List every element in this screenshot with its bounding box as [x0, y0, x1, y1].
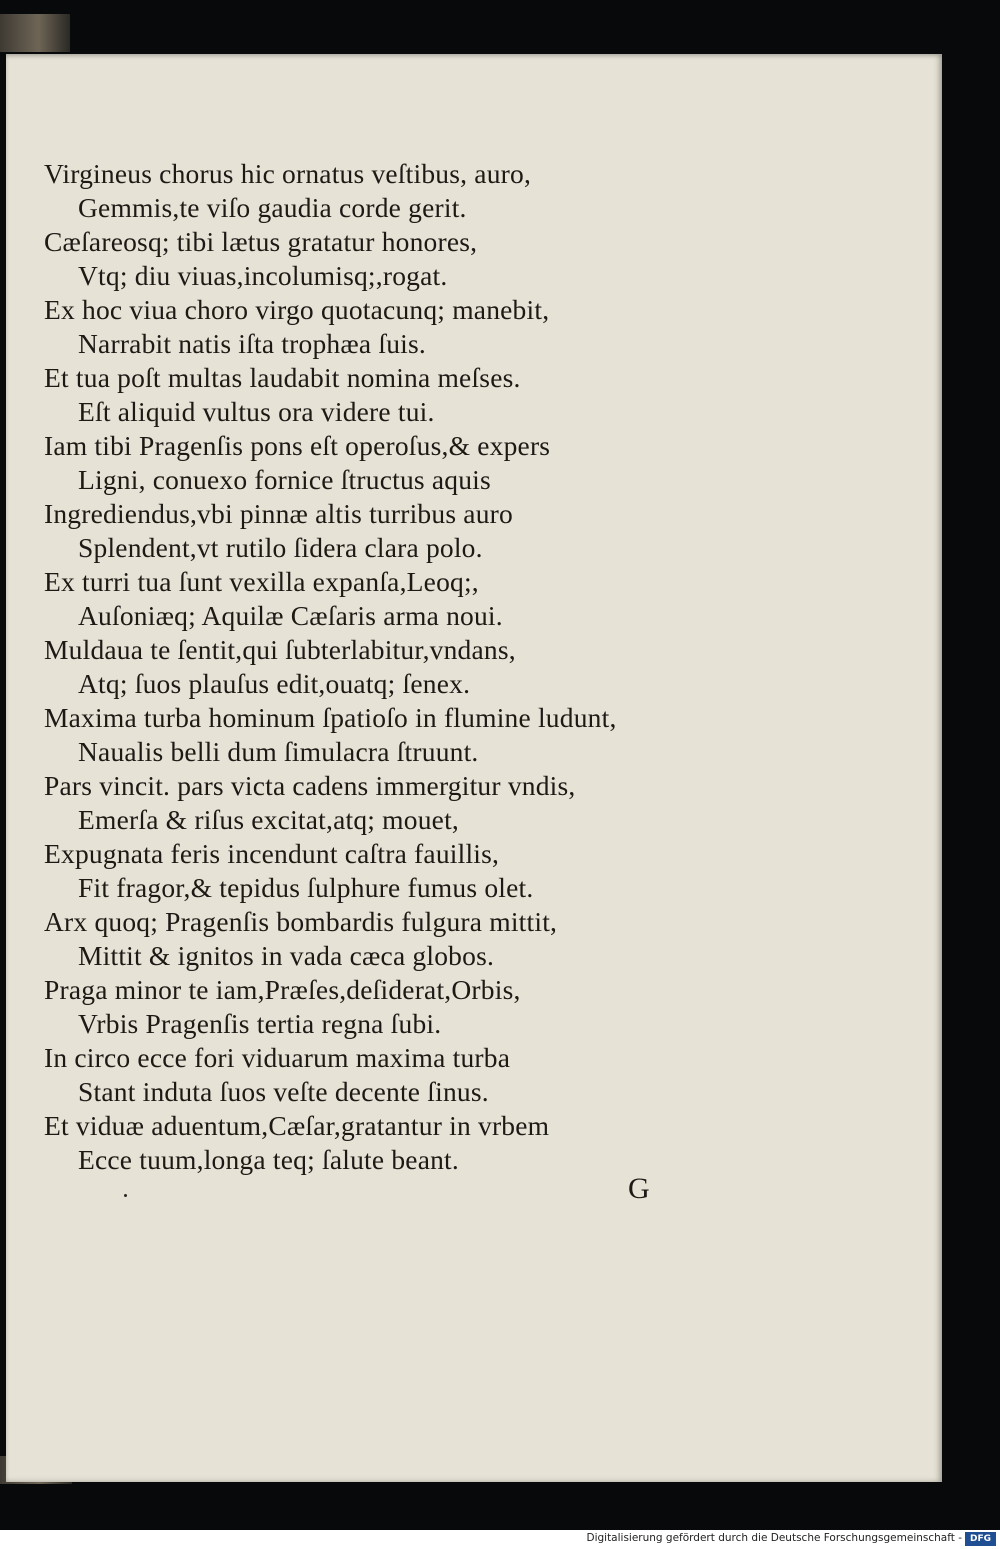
verse-line: Emerſa & riſus excitat,atq; mouet, [78, 804, 459, 835]
signature-mark: G [628, 1172, 650, 1205]
verse-line: Ingrediendus,vbi pinnæ altis turribus auro [44, 498, 513, 529]
verse-line: Ecce tuum,longa teq; ſalute beant. [78, 1144, 459, 1175]
verse-line: Cæſareosq; tibi lætus gratatur honores, [44, 226, 478, 257]
verse-line: Et viduæ aduentum,Cæſar,gratantur in vrbem [44, 1110, 550, 1141]
verse-line: Narrabit natis iſta trophæa ſuis. [78, 328, 426, 359]
verse-line: Vrbis Pragenſis tertia regna ſubi. [78, 1008, 442, 1039]
verse-line: Et tua poſt multas laudabit nomina meſses. [44, 362, 521, 393]
verse-line: Praga minor te iam,Præſes,deſiderat,Orbis, [44, 974, 521, 1005]
verse-line: Vtq; diu viuas,incolumisq;,rogat. [78, 260, 448, 291]
funding-credit: Digitalisierung gefördert durch die Deutsche Forschungsgemeinschaft - [586, 1532, 962, 1544]
book-page [6, 54, 942, 1482]
verse-line: Maxima turba hominum ſpatioſo in flumine ludunt, [44, 702, 617, 733]
verse-line: Atq; ſuos plauſus edit,ouatq; ſenex. [78, 668, 471, 699]
verse-line: Expugnata feris incendunt caſtra fauillis, [44, 838, 500, 869]
dfg-logo-icon: DFG [965, 1532, 996, 1546]
verse-line: Pars vincit. pars victa cadens immergitur vndis, [44, 770, 576, 801]
verse-line: Ex turri tua ſunt vexilla expanſa,Leoq;, [44, 566, 479, 597]
verse-line: Splendent,vt rutilo ſidera clara polo. [78, 532, 483, 563]
verse-line: In circo ecce fori viduarum maxima turba [44, 1042, 511, 1073]
verse-line: Ligni, conuexo fornice ſtructus aquis [78, 464, 491, 495]
book-binding-top [0, 14, 70, 52]
verse-line: Gemmis,te viſo gaudia corde gerit. [78, 192, 467, 223]
verse-line: Muldaua te ſentit,qui ſubterlabitur,vndans, [44, 634, 516, 665]
verse-line: Virgineus chorus hic ornatus veſtibus, auro, [44, 158, 532, 189]
verse-line: Naualis belli dum ſimulacra ſtruunt. [78, 736, 479, 767]
verse-line: Mittit & ignitos in vada cæca globos. [78, 940, 495, 971]
ink-speck [124, 1194, 127, 1197]
verse-line: Ex hoc viua choro virgo quotacunq; manebit, [44, 294, 550, 325]
verse-line: Auſoniæq; Aquilæ Cæſaris arma noui. [78, 600, 503, 631]
digitization-footer [0, 1530, 1000, 1549]
verse-line: Stant induta ſuos veſte decente ſinus. [78, 1076, 489, 1107]
verse-line: Arx quoq; Pragenſis bombardis fulgura mittit, [44, 906, 558, 937]
verse-line: Fit fragor,& tepidus ſulphure fumus olet. [78, 872, 534, 903]
verse-text [44, 157, 804, 1177]
verse-line: Eſt aliquid vultus ora videre tui. [78, 396, 435, 427]
verse-line: Iam tibi Pragenſis pons eſt operoſus,& expers [44, 430, 551, 461]
